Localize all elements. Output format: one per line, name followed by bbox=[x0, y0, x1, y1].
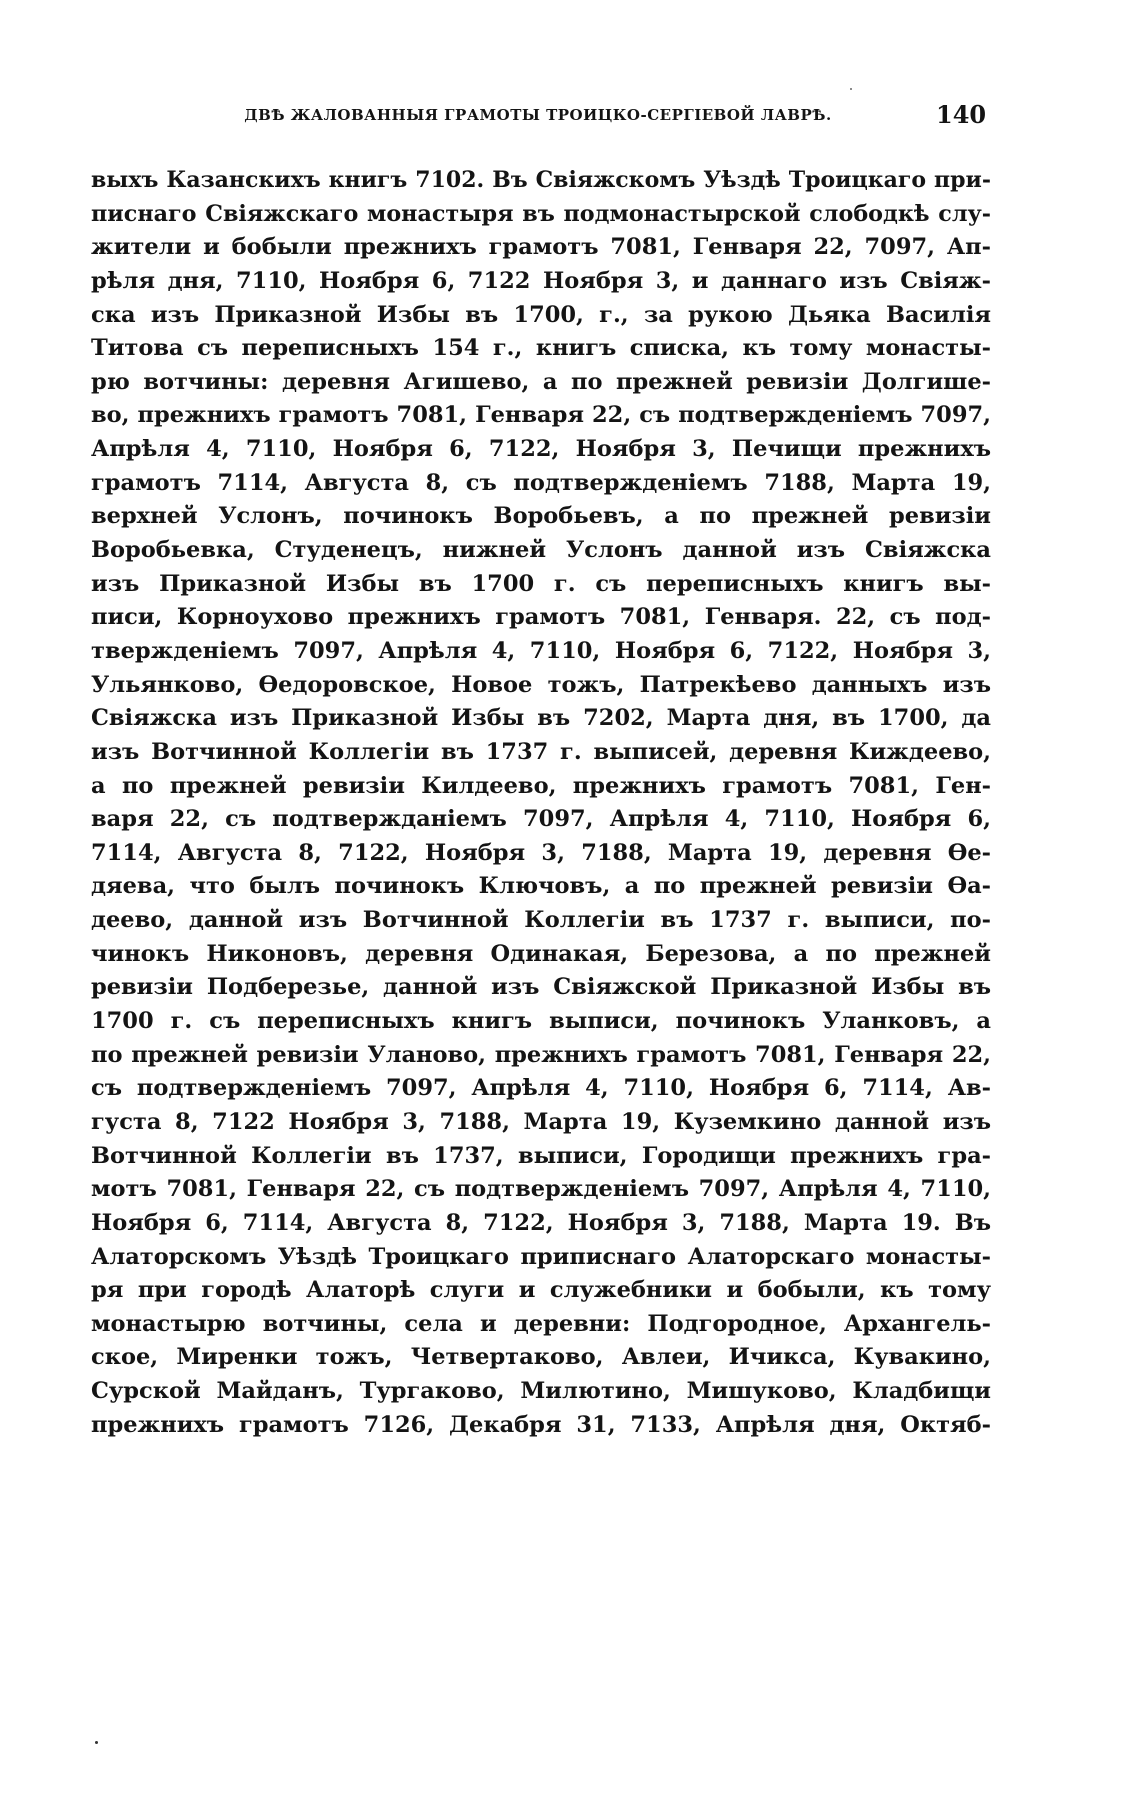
text-line: густа 8, 7122 Ноября 3, 7188, Марта 19, Куземкино данной изъ bbox=[91, 1108, 991, 1135]
text-line: писи, Корноухово прежнихъ грамотъ 7081, Генваря. 22, съ под- bbox=[91, 604, 991, 631]
text-line: Апрѣля 4, 7110, Ноября 6, 7122, Ноября 3, Печищи прежнихъ bbox=[91, 436, 991, 463]
text-line: верхней Услонъ, починокъ Воробьевъ, а по прежней ревизіи bbox=[91, 503, 991, 530]
text-line: мотъ 7081, Генваря 22, съ подтвержденіемъ 7097, Апрѣля 4, 7110, bbox=[91, 1176, 991, 1203]
text-line: прежнихъ грамотъ 7126, Декабря 31, 7133, Апрѣля дня, Октяб- bbox=[91, 1411, 991, 1438]
text-line: Ульянково, Ѳедоровское, Новое тожъ, Патрекѣево данныхъ изъ bbox=[91, 671, 991, 698]
text-line: Сурской Майданъ, Тургаково, Милютино, Мишуково, Кладбищи bbox=[91, 1378, 991, 1405]
text-line: грамотъ 7114, Августа 8, съ подтвержденіемъ 7188, Марта 19, bbox=[91, 469, 991, 496]
text-line: писнаго Свіяжскаго монастыря въ подмонастырской слободкѣ слу- bbox=[91, 200, 991, 227]
text-line: деево, данной изъ Вотчинной Коллегіи въ 1737 г. выписи, по- bbox=[91, 907, 991, 934]
text-line: Вотчинной Коллегіи въ 1737, выписи, Городищи прежнихъ гра- bbox=[91, 1142, 991, 1169]
text-line: во, прежнихъ грамотъ 7081, Генваря 22, съ подтвержденіемъ 7097, bbox=[91, 402, 991, 429]
text-line: Титова съ переписныхъ 154 г., книгъ списка, къ тому монасты- bbox=[91, 335, 991, 362]
text-line: по прежней ревизіи Уланово, прежнихъ грамотъ 7081, Генваря 22, bbox=[91, 1041, 991, 1068]
text-line: Свіяжска изъ Приказной Избы въ 7202, Марта дня, въ 1700, да bbox=[91, 705, 991, 732]
text-line: дяева, что былъ починокъ Ключовъ, а по прежней ревизіи Ѳа- bbox=[91, 873, 991, 900]
text-line: жители и бобыли прежнихъ грамотъ 7081, Генваря 22, 7097, Ап- bbox=[91, 234, 991, 261]
text-line: твержденіемъ 7097, Апрѣля 4, 7110, Ноября 6, 7122, Ноября 3, bbox=[91, 637, 991, 664]
text-line: 1700 г. съ переписныхъ книгъ выписи, починокъ Уланковъ, а bbox=[91, 1008, 991, 1035]
body-text bbox=[91, 164, 991, 1442]
text-line: выхъ Казанскихъ книгъ 7102. Въ Свіяжскомъ Уѣздѣ Троицкаго при- bbox=[91, 167, 991, 193]
print-speck bbox=[95, 1741, 98, 1744]
text-line: рю вотчины: деревня Агишево, а по прежней ревизіи Долгише- bbox=[91, 368, 991, 395]
print-speck bbox=[850, 88, 852, 90]
text-line: ря при городѣ Алаторѣ слуги и служебники и бобыли, къ тому bbox=[91, 1277, 991, 1304]
text-line: съ подтвержденіемъ 7097, Апрѣля 4, 7110, Ноября 6, 7114, Ав- bbox=[91, 1075, 991, 1102]
text-line: монастырю вотчины, села и деревни: Подгородное, Архангель- bbox=[91, 1310, 991, 1337]
page-number: 140 bbox=[936, 100, 987, 129]
text-line: а по прежней ревизіи Килдеево, прежнихъ грамотъ 7081, Ген- bbox=[91, 772, 991, 799]
text-line: варя 22, съ подтвержданіемъ 7097, Апрѣля 4, 7110, Ноября 6, bbox=[91, 806, 991, 833]
text-line: ское, Миренки тожъ, Четвертаково, Авлеи, Ичикса, Кувакино, bbox=[91, 1344, 991, 1371]
text-line: изъ Вотчинной Коллегіи въ 1737 г. выписей, деревня Киждеево, bbox=[91, 738, 991, 765]
text-line: ска изъ Приказной Избы въ 1700, г., за рукою Дьяка Василія bbox=[91, 301, 991, 328]
text-line: чинокъ Никоновъ, деревня Одинакая, Березова, а по прежней bbox=[91, 940, 991, 967]
text-line: изъ Приказной Избы въ 1700 г. съ переписныхъ книгъ вы- bbox=[91, 570, 991, 597]
text-line: Алаторскомъ Уѣздѣ Троицкаго приписнаго Алаторскаго монасты- bbox=[91, 1243, 991, 1270]
text-line: рѣля дня, 7110, Ноября 6, 7122 Ноября 3, и даннаго изъ Свіяж- bbox=[91, 267, 991, 294]
text-line: ревизіи Подберезье, данной изъ Свіяжской Приказной Избы въ bbox=[91, 974, 991, 1001]
text-line: Воробьевка, Студенецъ, нижней Услонъ данной изъ Свіяжска bbox=[91, 537, 991, 564]
running-head: ДВѢ ЖАЛОВАННЫЯ ГРАМОТЫ ТРОИЦКО-СЕРГІЕВОЙ ЛАВРѢ. bbox=[244, 106, 832, 124]
text-line: Ноября 6, 7114, Августа 8, 7122, Ноября 3, 7188, Марта 19. Въ bbox=[91, 1209, 991, 1236]
text-line: 7114, Августа 8, 7122, Ноября 3, 7188, Марта 19, деревня Ѳе- bbox=[91, 839, 991, 866]
